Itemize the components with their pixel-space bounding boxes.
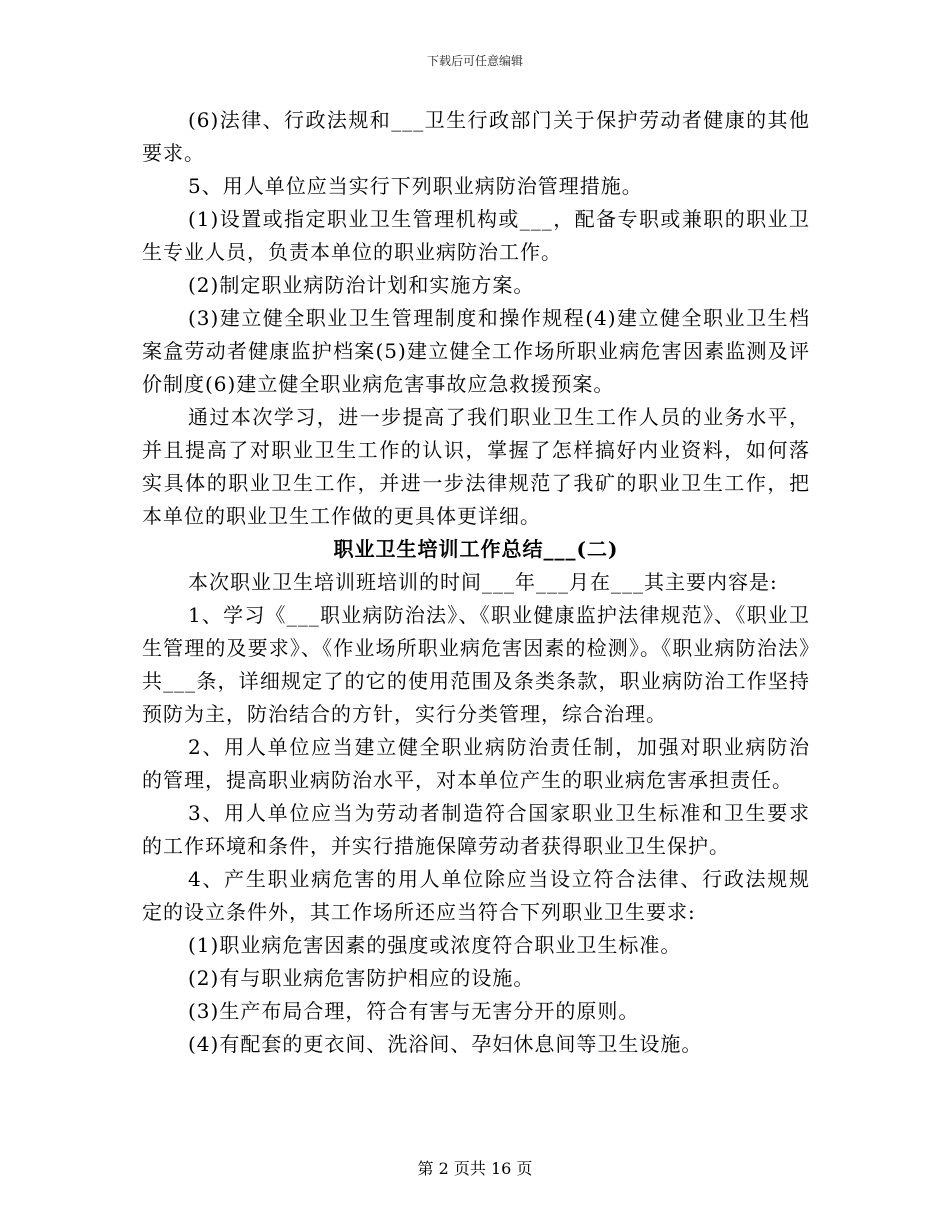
- paragraph: (3)建立健全职业卫生管理制度和操作规程(4)建立健全职业卫生档案盒劳动者健康监护档案(5)建立健全工作场所职业病危害因素监测及评价制度(6)建立健全职业病危害事故应急救援预案。: [142, 306, 810, 396]
- paragraph: 通过本次学习，进一步提高了我们职业卫生工作人员的业务水平，并且提高了对职业卫生工作的认识，掌握了怎样搞好内业资料，如何落实具体的职业卫生工作，并进一步法律规范了我矿的职业卫生工作，把本单位的职业卫生工作做的更具体更详细。: [142, 405, 810, 528]
- paragraph: (2)有与职业病危害防护相应的设施。: [188, 966, 535, 990]
- page-header: 下载后可任意编辑: [426, 54, 523, 68]
- paragraph: (6)法律、行政法规和___卫生行政部门关于保护劳动者健康的其他要求。: [142, 108, 810, 165]
- paragraph: 1、学习《___职业病防治法》、《职业健康监护法律规范》、《职业卫生管理的及要求》、《作业场所职业病危害因素的检测》。《职业病防治法》共___条，详细规定了的它的使用范围及条类条款，职业病防治工作坚持预防为主，防治结合的方针，实行分类管理，综合治理。: [142, 603, 810, 726]
- paragraph: (1)职业病危害因素的强度或浓度符合职业卫生标准。: [188, 933, 682, 957]
- paragraph: (2)制定职业病防治计划和实施方案。: [188, 273, 535, 297]
- paragraph: 本次职业卫生培训班培训的时间___年___月在___其主要内容是:: [188, 570, 778, 594]
- paragraph: (4)有配套的更衣间、洗浴间、孕妇休息间等卫生设施。: [188, 1032, 703, 1056]
- paragraph: (1)设置或指定职业卫生管理机构或___，配备专职或兼职的职业卫生专业人员，负责本单位的职业病防治工作。: [142, 207, 810, 264]
- paragraph: 2、用人单位应当建立健全职业病防治责任制，加强对职业病防治的管理，提高职业病防治水平，对本单位产生的职业病危害承担责任。: [142, 735, 810, 792]
- paragraph: 3、用人单位应当为劳动者制造符合国家职业卫生标准和卫生要求的工作环境和条件，并实行措施保障劳动者获得职业卫生保护。: [142, 801, 810, 858]
- paragraph: (3)生产布局合理，符合有害与无害分开的原则。: [188, 999, 640, 1023]
- section-title: 职业卫生培训工作总结___(二): [333, 537, 619, 561]
- page-footer: 第 2 页共 16 页: [417, 1159, 533, 1178]
- paragraph: 5、用人单位应当实行下列职业病防治管理措施。: [188, 174, 643, 198]
- paragraph: 4、产生职业病危害的用人单位除应当设立符合法律、行政法规规定的设立条件外，其工作场所还应当符合下列职业卫生要求:: [142, 867, 810, 924]
- document-body: [142, 104, 810, 1061]
